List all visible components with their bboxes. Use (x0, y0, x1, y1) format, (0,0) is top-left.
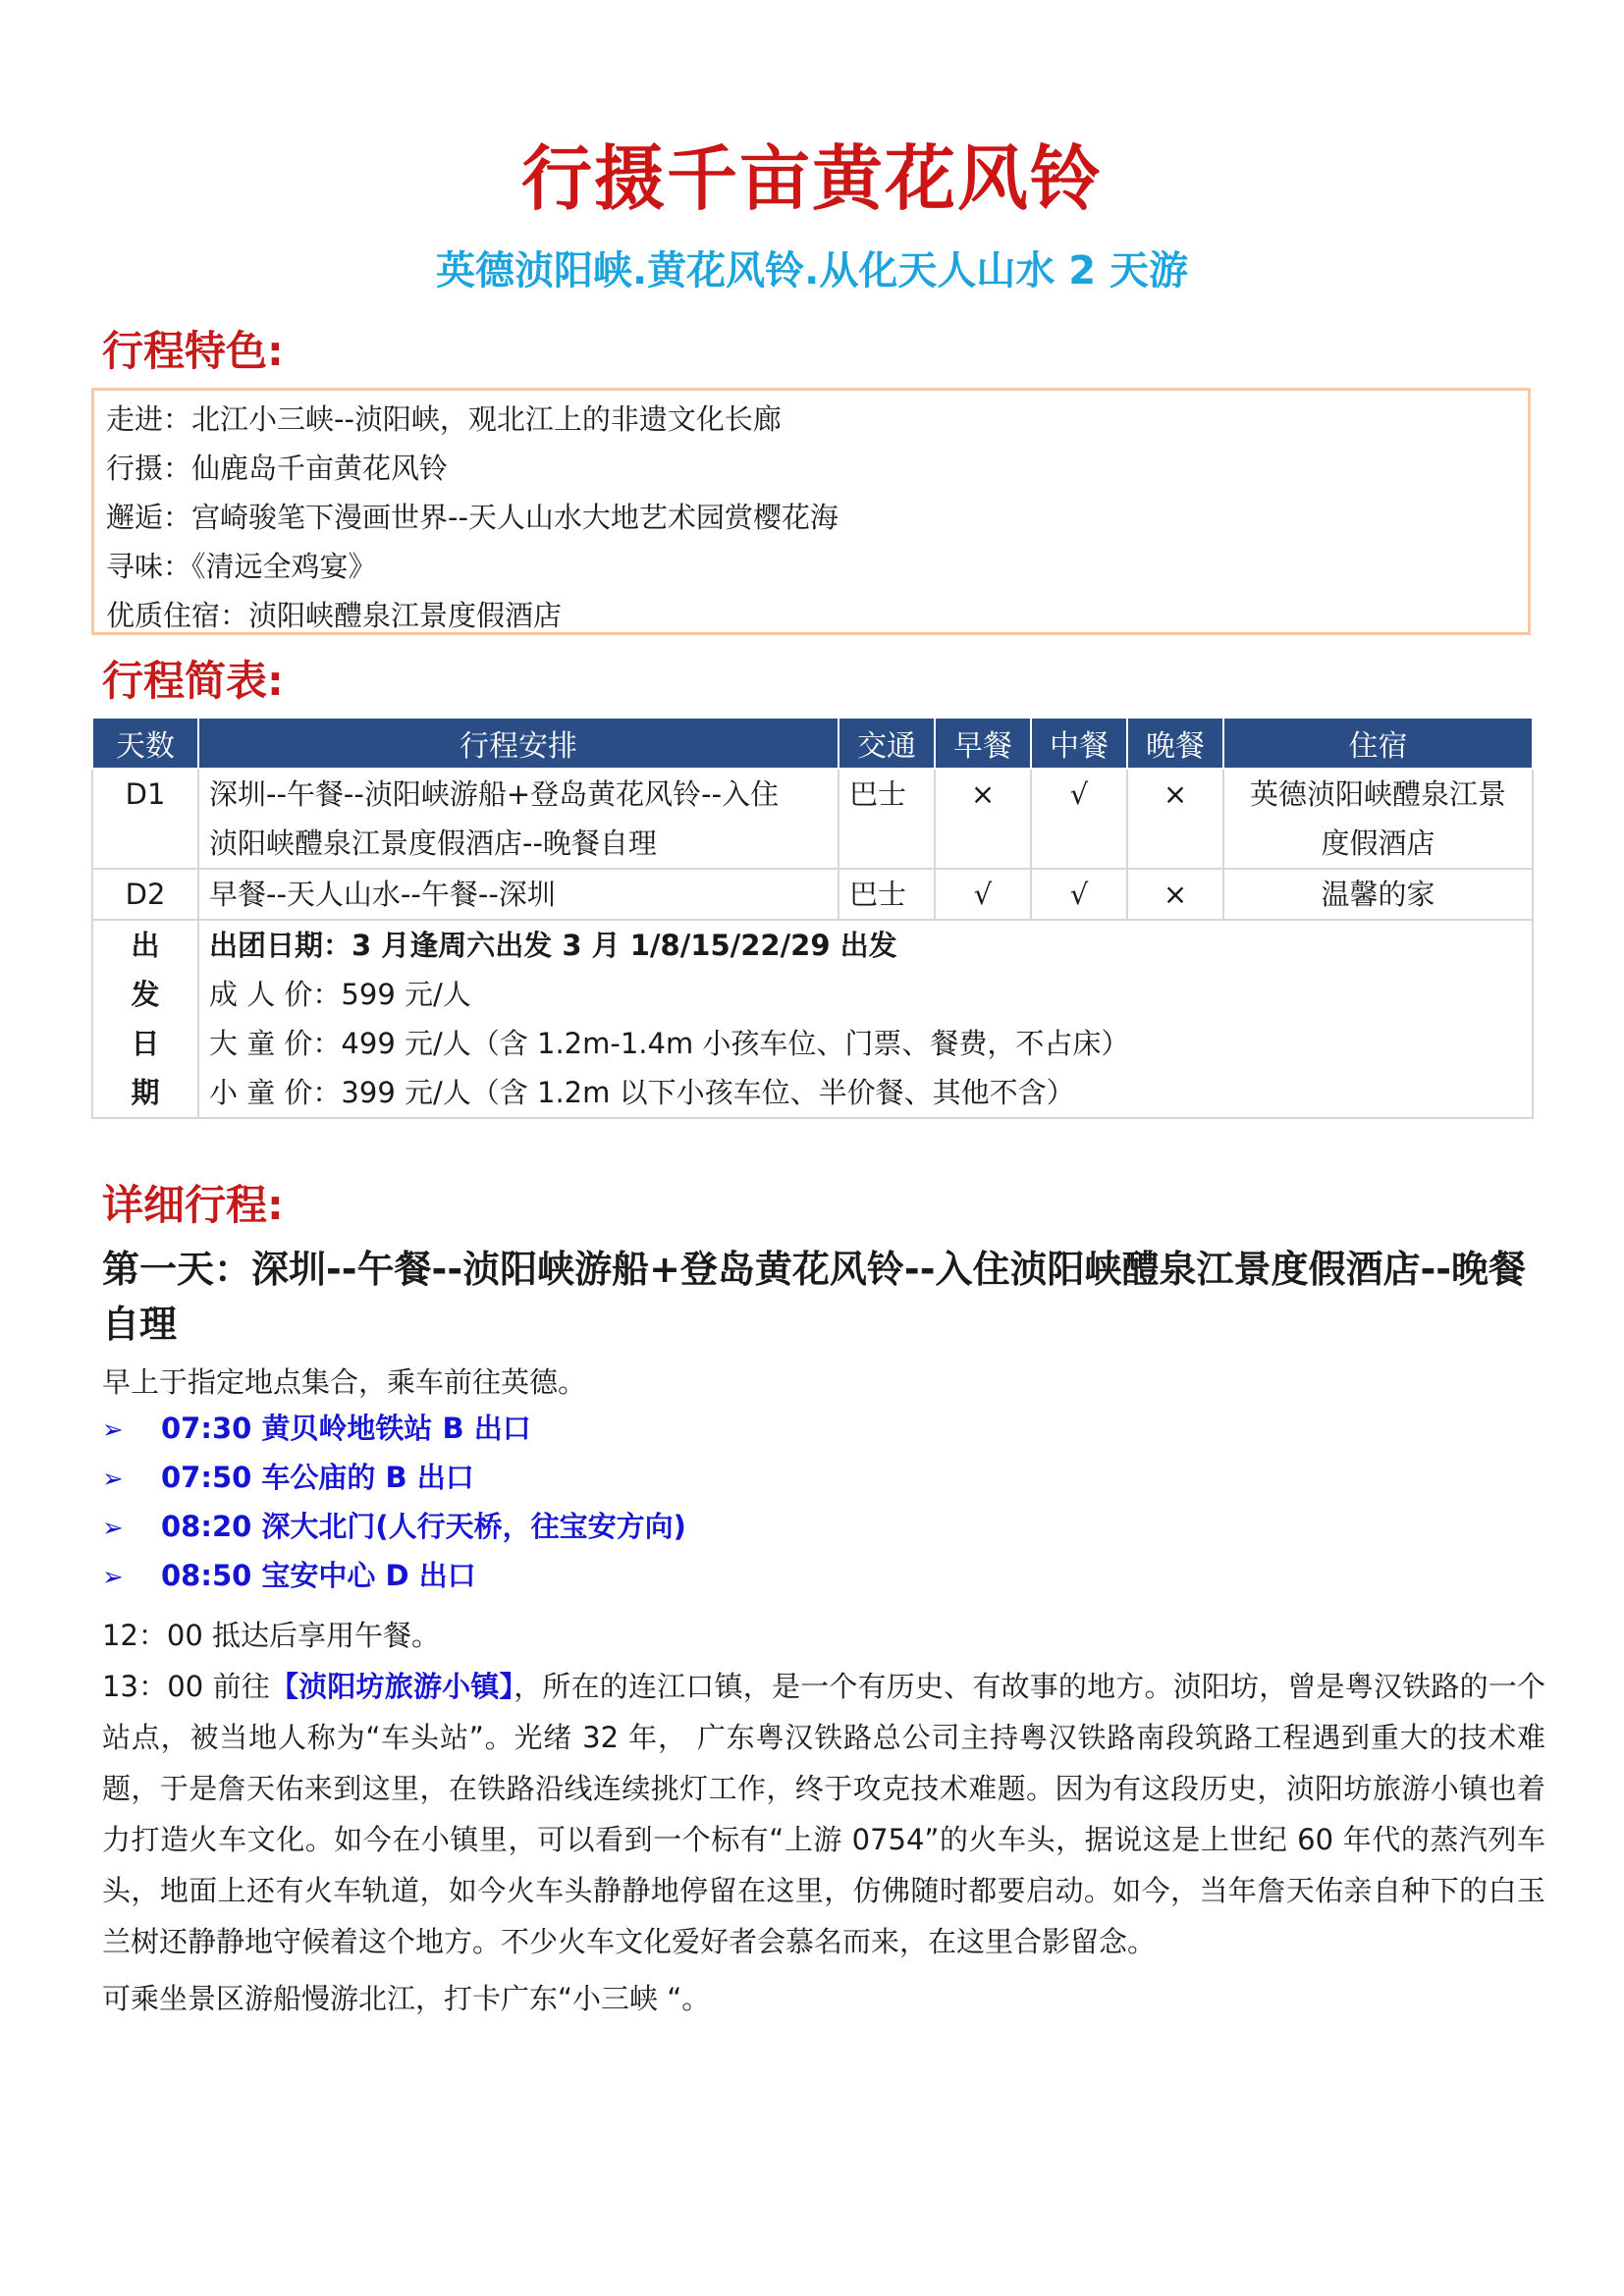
dinner-cell: × (1127, 769, 1223, 869)
day-cell: D2 (92, 869, 198, 920)
stop-text: 08:20 深大北门(人行天桥，往宝安方向) (161, 1510, 686, 1543)
departure-label-cell (92, 920, 198, 1118)
stop-text: 08:50 宝安中心 D 出口 (161, 1559, 476, 1592)
lunch-cell: √ (1031, 769, 1127, 869)
page-title: 行摄千亩黄花风铃 (520, 137, 1103, 220)
feature-item: 邂逅：宫崎骏笔下漫画世界--天人山水大地艺术园赏樱花海 (106, 501, 839, 534)
hotel-line: 英德浈阳峡醴泉江景 (1249, 777, 1506, 811)
column-header-day: 天数 (92, 718, 198, 769)
departure-label-char: 发 (131, 978, 160, 1011)
plan-line: 浈阳峡醴泉江景度假酒店--晚餐自理 (209, 827, 657, 860)
features-box (91, 388, 1531, 635)
stop-text: 07:30 黄贝岭地铁站 B 出口 (161, 1412, 531, 1445)
lunch-cell: √ (1031, 869, 1127, 920)
table-row (92, 869, 1533, 920)
column-header-transport: 交通 (839, 718, 935, 769)
departure-label-char: 期 (131, 1076, 160, 1109)
transport-cell: 巴士 (839, 869, 935, 920)
arrow-bullet-icon: ➢ (102, 1465, 124, 1494)
column-header-hotel: 住宿 (1223, 718, 1533, 769)
arrow-bullet-icon: ➢ (102, 1563, 124, 1592)
table-row (92, 769, 1533, 869)
column-header-plan: 行程安排 (198, 718, 839, 769)
boat-line: 可乘坐景区游船慢游北江，打卡广东“小三峡 “。 (102, 1982, 711, 2015)
column-header-breakfast: 早餐 (935, 718, 1031, 769)
list-item (102, 1453, 986, 1502)
feature-item: 行摄：仙鹿岛千亩黄花风铃 (106, 452, 449, 485)
details-heading: 详细行程: (102, 1181, 284, 1229)
feature-item: 走进：北江小三峡--浈阳峡，观北江上的非遗文化长廊 (106, 402, 782, 436)
price-line-adult: 成 人 价：599 元/人 (209, 978, 471, 1011)
day-cell: D1 (92, 769, 198, 869)
arrow-bullet-icon: ➢ (102, 1415, 124, 1445)
stop-text: 07:50 车公庙的 B 出口 (161, 1461, 474, 1494)
plan-cell (198, 769, 839, 869)
list-item (102, 1502, 986, 1551)
hotel-line: 度假酒店 (1321, 827, 1435, 860)
arrow-bullet-icon: ➢ (102, 1514, 124, 1543)
lunch-line: 12：00 抵达后享用午餐。 (102, 1619, 441, 1652)
departure-label-char: 日 (131, 1027, 160, 1060)
para-body: ，所在的连江口镇，是一个有历史、有故事的地方。浈阳坊，曾是粤汉铁路的一个站点，被当地人称为“车头站”。光绪 32 年， 广东粤汉铁路总公司主持粤汉铁路南段筑路工程遇到重大的技术难题，于是詹天佑来到这里，在铁路沿线连续挑灯工作，终于攻克技术难题。因为有这段历史，浈阳坊旅游小镇也着力打造火车文化。如今在小镇里，可以看到一个标有“上游 0754”的火车头，据说这是上世纪 60 年代的蒸汽列车头，地面上还有火车轨道，如今火车头静静地停留在这里，仿佛随时都要启动。如今，当年詹天佑亲自种下的白玉兰树还静静地守候着这个地方。不少火车文化爱好者会慕名而来，在这里合影留念。 (102, 1670, 1545, 1958)
departure-info-cell (198, 920, 1533, 1118)
departure-label-char: 出 (131, 929, 160, 962)
schedule-heading: 行程简表: (102, 657, 284, 705)
town-paragraph (102, 1661, 1545, 1967)
departure-row (92, 920, 1533, 1118)
town-name-highlight: 【浈阳坊旅游小镇】 (269, 1670, 514, 1703)
feature-item: 优质住宿：浈阳峡醴泉江景度假酒店 (106, 599, 563, 632)
para-prefix: 13：00 前往 (102, 1670, 270, 1703)
plan-line: 深圳--午餐--浈阳峡游船+登岛黄花风铃--入住 (209, 777, 780, 811)
column-header-lunch: 中餐 (1031, 718, 1127, 769)
dinner-cell: × (1127, 869, 1223, 920)
transport-cell: 巴士 (839, 769, 935, 869)
pickup-stop-list (102, 1404, 986, 1600)
features-heading: 行程特色: (102, 327, 284, 375)
breakfast-cell: √ (935, 869, 1031, 920)
column-header-dinner: 晚餐 (1127, 718, 1223, 769)
table-header-row (92, 718, 1533, 769)
price-line-young-child: 小 童 价：399 元/人（含 1.2m 以下小孩车位、半价餐、其他不含） (209, 1076, 1075, 1109)
schedule-table (91, 717, 1534, 1119)
hotel-cell (1223, 769, 1533, 869)
departure-date-line: 出团日期：3 月逢周六出发 3 月 1/8/15/22/29 出发 (209, 929, 897, 962)
feature-item: 寻味：《清远全鸡宴》 (106, 550, 377, 583)
plan-cell: 早餐--天人山水--午餐--深圳 (198, 869, 839, 920)
hotel-cell: 温馨的家 (1223, 869, 1533, 920)
day1-intro: 早上于指定地点集合，乘车前往英德。 (102, 1365, 587, 1399)
price-line-older-child: 大 童 价：499 元/人（含 1.2m-1.4m 小孩车位、门票、餐费，不占床） (209, 1027, 1130, 1060)
page-subtitle: 英德浈阳峡.黄花风铃.从化天人山水 2 天游 (435, 248, 1189, 294)
day1-title: 第一天：深圳--午餐--浈阳峡游船+登岛黄花风铃--入住浈阳峡醴泉江景度假酒店--晚餐自理 (102, 1248, 1527, 1346)
list-item (102, 1404, 986, 1453)
breakfast-cell: × (935, 769, 1031, 869)
list-item (102, 1551, 986, 1600)
